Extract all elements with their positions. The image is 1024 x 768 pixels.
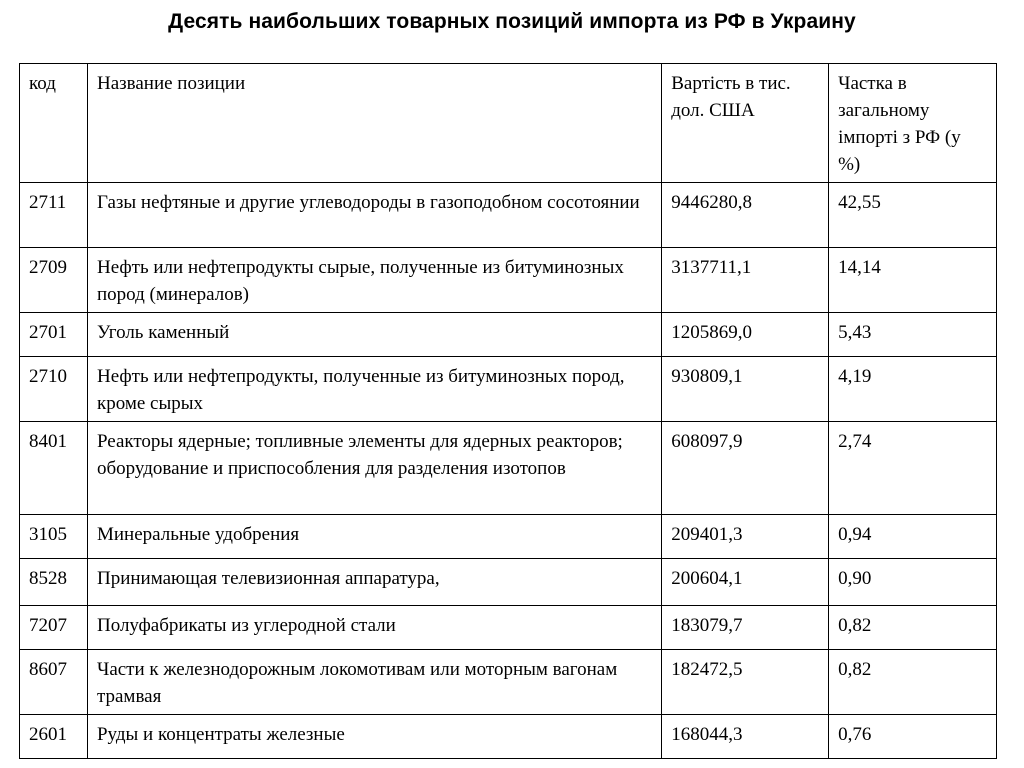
cell-code: 8401 — [20, 422, 88, 515]
cell-value: 182472,5 — [662, 650, 829, 715]
table-row — [20, 606, 997, 650]
column-header-name: Название позиции — [87, 64, 661, 183]
column-header-value: Вартість в тис. дол. США — [662, 64, 829, 183]
cell-share: 0,90 — [829, 559, 997, 606]
table-header-row — [20, 64, 997, 183]
table-row — [20, 715, 997, 759]
table-row — [20, 183, 997, 248]
cell-code: 2601 — [20, 715, 88, 759]
cell-value: 183079,7 — [662, 606, 829, 650]
cell-code: 8607 — [20, 650, 88, 715]
cell-share: 0,82 — [829, 650, 997, 715]
cell-share: 0,82 — [829, 606, 997, 650]
cell-code: 2711 — [20, 183, 88, 248]
cell-share: 0,94 — [829, 515, 997, 559]
table-row — [20, 248, 997, 313]
table-row — [20, 422, 997, 515]
cell-share: 42,55 — [829, 183, 997, 248]
cell-value: 200604,1 — [662, 559, 829, 606]
column-header-code: код — [20, 64, 88, 183]
cell-code: 3105 — [20, 515, 88, 559]
column-header-share: Частка в загальному імпорті з РФ (у %) — [829, 64, 997, 183]
table-row — [20, 559, 997, 606]
cell-name: Нефть или нефтепродукты сырые, полученные из битуминозных пород (минералов) — [87, 248, 661, 313]
page-title: Десять наибольших товарных позиций импорта из РФ в Украину — [168, 10, 856, 33]
cell-value: 1205869,0 — [662, 313, 829, 357]
table-row — [20, 515, 997, 559]
cell-name: Принимающая телевизионная аппаратура, — [87, 559, 661, 606]
table-row — [20, 357, 997, 422]
cell-name: Нефть или нефтепродукты, полученные из битуминозных пород, кроме сырых — [87, 357, 661, 422]
table-row — [20, 650, 997, 715]
import-table — [19, 63, 997, 759]
cell-share: 0,76 — [829, 715, 997, 759]
cell-code: 8528 — [20, 559, 88, 606]
cell-code: 2709 — [20, 248, 88, 313]
cell-value: 209401,3 — [662, 515, 829, 559]
cell-value: 168044,3 — [662, 715, 829, 759]
cell-value: 3137711,1 — [662, 248, 829, 313]
cell-share: 14,14 — [829, 248, 997, 313]
cell-share: 2,74 — [829, 422, 997, 515]
cell-name: Уголь каменный — [87, 313, 661, 357]
cell-value: 930809,1 — [662, 357, 829, 422]
cell-value: 9446280,8 — [662, 183, 829, 248]
cell-share: 5,43 — [829, 313, 997, 357]
cell-name: Газы нефтяные и другие углеводороды в газоподобном сосотоянии — [87, 183, 661, 248]
cell-share: 4,19 — [829, 357, 997, 422]
table-row — [20, 313, 997, 357]
cell-name: Минеральные удобрения — [87, 515, 661, 559]
cell-name: Части к железнодорожным локомотивам или моторным вагонам трамвая — [87, 650, 661, 715]
cell-code: 2710 — [20, 357, 88, 422]
cell-name: Реакторы ядерные; топливные элементы для ядерных реакторов; оборудование и приспособления для разделения изотопов — [87, 422, 661, 515]
cell-name: Полуфабрикаты из углеродной стали — [87, 606, 661, 650]
cell-code: 7207 — [20, 606, 88, 650]
cell-value: 608097,9 — [662, 422, 829, 515]
cell-code: 2701 — [20, 313, 88, 357]
cell-name: Руды и концентраты железные — [87, 715, 661, 759]
